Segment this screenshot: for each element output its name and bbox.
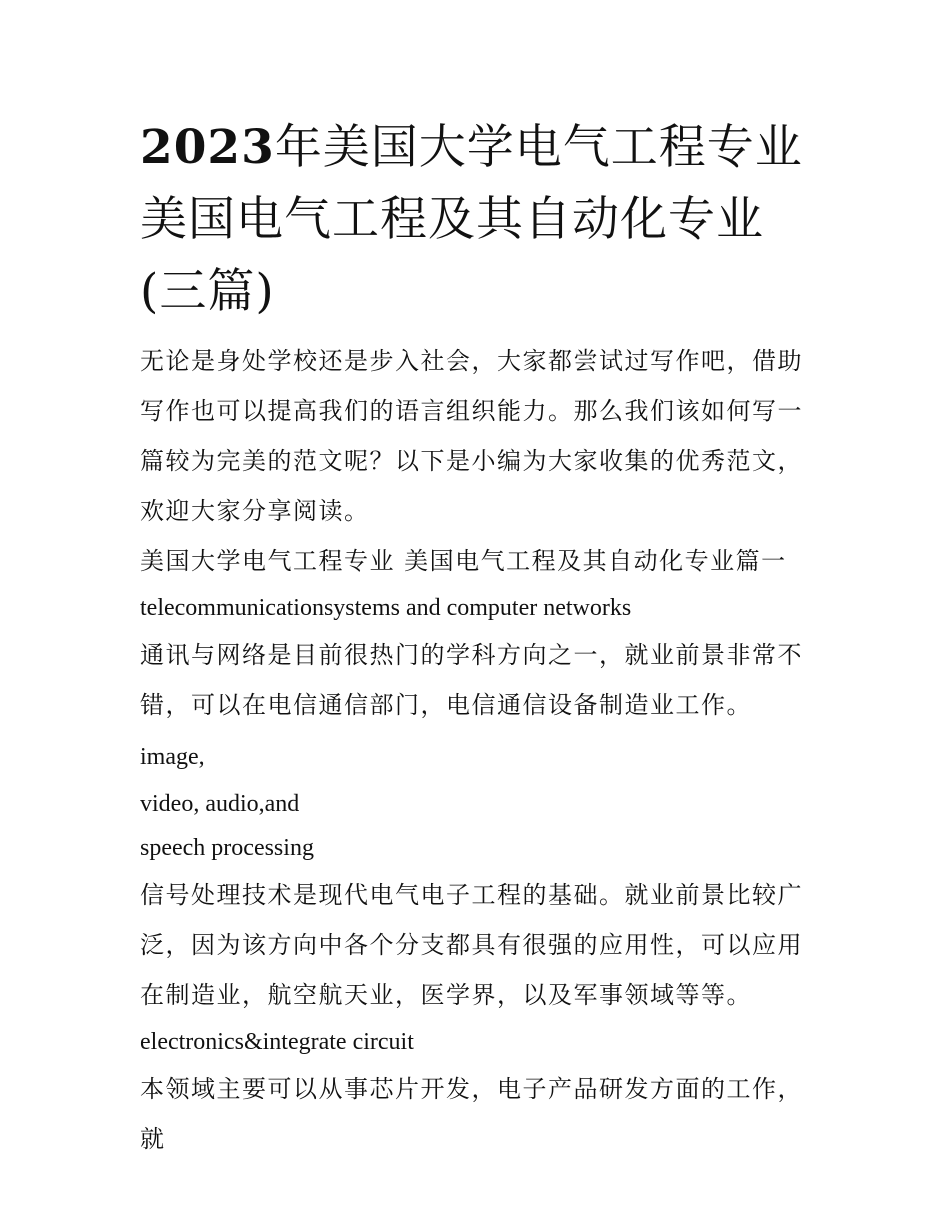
document-title [140, 112, 812, 328]
field-image-heading-start: image, [140, 744, 205, 770]
field-signal-description: 信号处理技术是现代电气电子工程的基础。就业前景比较广泛，因为该方向中各个分支都具有很强的应用性，可以应用在制造业，航空航天业，医学界，以及军事领域等等。 [140, 881, 803, 1009]
field-telecom-text: 通讯与网络是目前很热门的学科方向之一，就业前景非常不错，可以在电信通信部门，电信通信设备制造业工作。 [140, 641, 803, 719]
field-image-heading-line2: video, audio,and [140, 791, 300, 817]
field-telecom-description [140, 630, 812, 782]
field-electronics-description: 本领域主要可以从事芯片开发，电子产品研发方面的工作，就 [140, 1075, 803, 1153]
field-image-heading-line3: speech processing [140, 835, 314, 861]
intro-paragraph: 无论是身处学校还是步入社会，大家都尝试过写作吧，借助写作也可以提高我们的语言组织能力。那么我们该如何写一篇较为完美的范文呢？以下是小编为大家收集的优秀范文，欢迎大家分享阅读。 [140, 347, 803, 525]
document-page [140, 112, 812, 1164]
field-electronics-heading: electronics&integrate circuit [140, 1029, 414, 1055]
title-text: 年美国大学电气工程专业美国电气工程及其自动化专业(三篇) [140, 120, 803, 319]
title-year: 2023 [140, 120, 275, 175]
section-heading: 美国大学电气工程专业 美国电气工程及其自动化专业篇一 [140, 547, 787, 575]
field-telecom-heading: telecommunicationsystems and computer networks [140, 595, 632, 621]
